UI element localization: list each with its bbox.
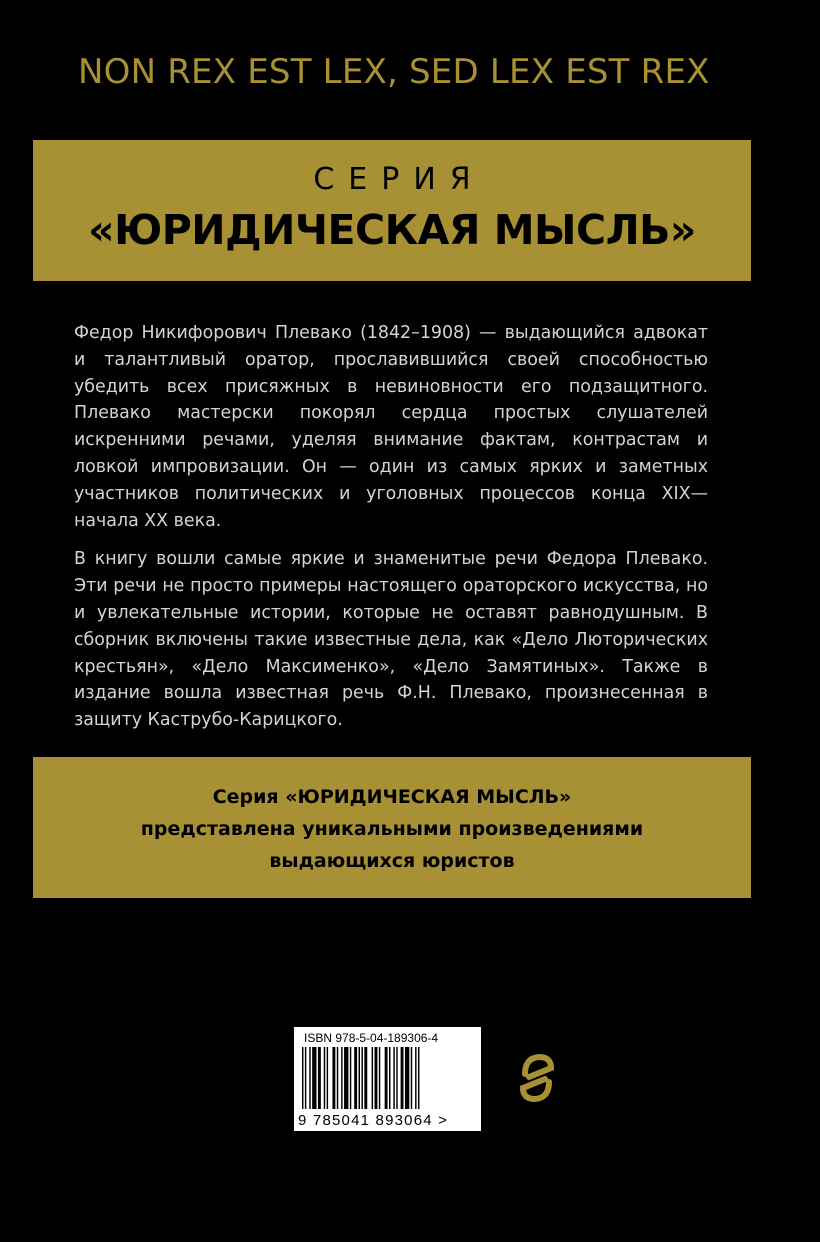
barcode-digits: 9 785041 893064 > [298, 1112, 449, 1129]
barcode-bar [389, 1047, 390, 1109]
series-info-line-1: Серия «ЮРИДИЧЕСКАЯ МЫСЛЬ» [212, 786, 572, 808]
series-info-banner [33, 757, 751, 898]
barcode-bar [361, 1047, 362, 1109]
barcode-bar [318, 1047, 321, 1109]
barcode-bar [411, 1047, 412, 1109]
barcode-bars [300, 1047, 474, 1113]
barcode-bar [354, 1047, 357, 1109]
isbn-text: ISBN 978-5-04-189306-4 [304, 1031, 439, 1045]
barcode-bar [359, 1047, 360, 1109]
barcode-bar [375, 1047, 378, 1109]
barcode-bar [312, 1047, 316, 1109]
barcode-bar [401, 1047, 404, 1109]
barcode-bar [341, 1047, 342, 1109]
barcode-bar [418, 1047, 419, 1109]
eksmo-logo-icon [517, 1050, 557, 1106]
barcode-bar [396, 1047, 397, 1109]
isbn-barcode [294, 1027, 481, 1131]
barcode-bar [344, 1047, 348, 1109]
barcode-bar [415, 1047, 416, 1109]
series-title: «ЮРИДИЧЕСКАЯ МЫСЛЬ» [88, 206, 696, 254]
barcode-bar [350, 1047, 351, 1109]
barcode-bar [302, 1047, 303, 1109]
motto: NON REX EST LEX, SED LEX EST REX [78, 52, 710, 92]
series-info-line-2: представлена уникальными произведениями [140, 818, 644, 840]
barcode-bar [405, 1047, 409, 1109]
barcode-bar [364, 1047, 367, 1109]
series-info-line-3: выдающихся юристов [269, 850, 515, 872]
barcode-bar [305, 1047, 306, 1109]
description-paragraph-2: В книгу вошли самые яркие и знаменитые речи Федора Плевако. Эти речи не просто примеры настоящего ораторского искусства, но и увлекательные истории, которые не оставят равнодушным. В сборник включены такие известные дела, как «Дело Люторических крестьян», «Дело Максименко», «Дело Замятиных». Также в издание вошла известная речь Ф.Н. Плевако, произнесенная в защиту Каструбо-Карицкого. [74, 549, 708, 731]
series-banner [33, 140, 751, 281]
barcode-bar [379, 1047, 380, 1109]
barcode-bar [337, 1047, 338, 1109]
description-paragraph-1: Федор Никифорович Плевако (1842–1908) — выдающийся адвокат и талантливый оратор, прославившийся своей способностью убедить всех присяжных в невиновности его подзащитного. Плевако мастерски покорял сердца простых слушателей искренними речами, уделяя внимание фактам, контрастам и ловкой импровизации. Он — один из самых ярких и заметных участников политических и уголовных процессов конца XIX— начала XX века. [74, 323, 708, 531]
book-description [74, 320, 708, 746]
barcode-bar [372, 1047, 373, 1109]
barcode-bar [385, 1047, 388, 1109]
barcode-bar [393, 1047, 394, 1109]
series-label: СЕРИЯ [313, 162, 485, 197]
barcode-bar [332, 1047, 335, 1109]
barcode-bar [324, 1047, 325, 1109]
barcode-bar [327, 1047, 328, 1109]
barcode-bar [309, 1047, 310, 1109]
